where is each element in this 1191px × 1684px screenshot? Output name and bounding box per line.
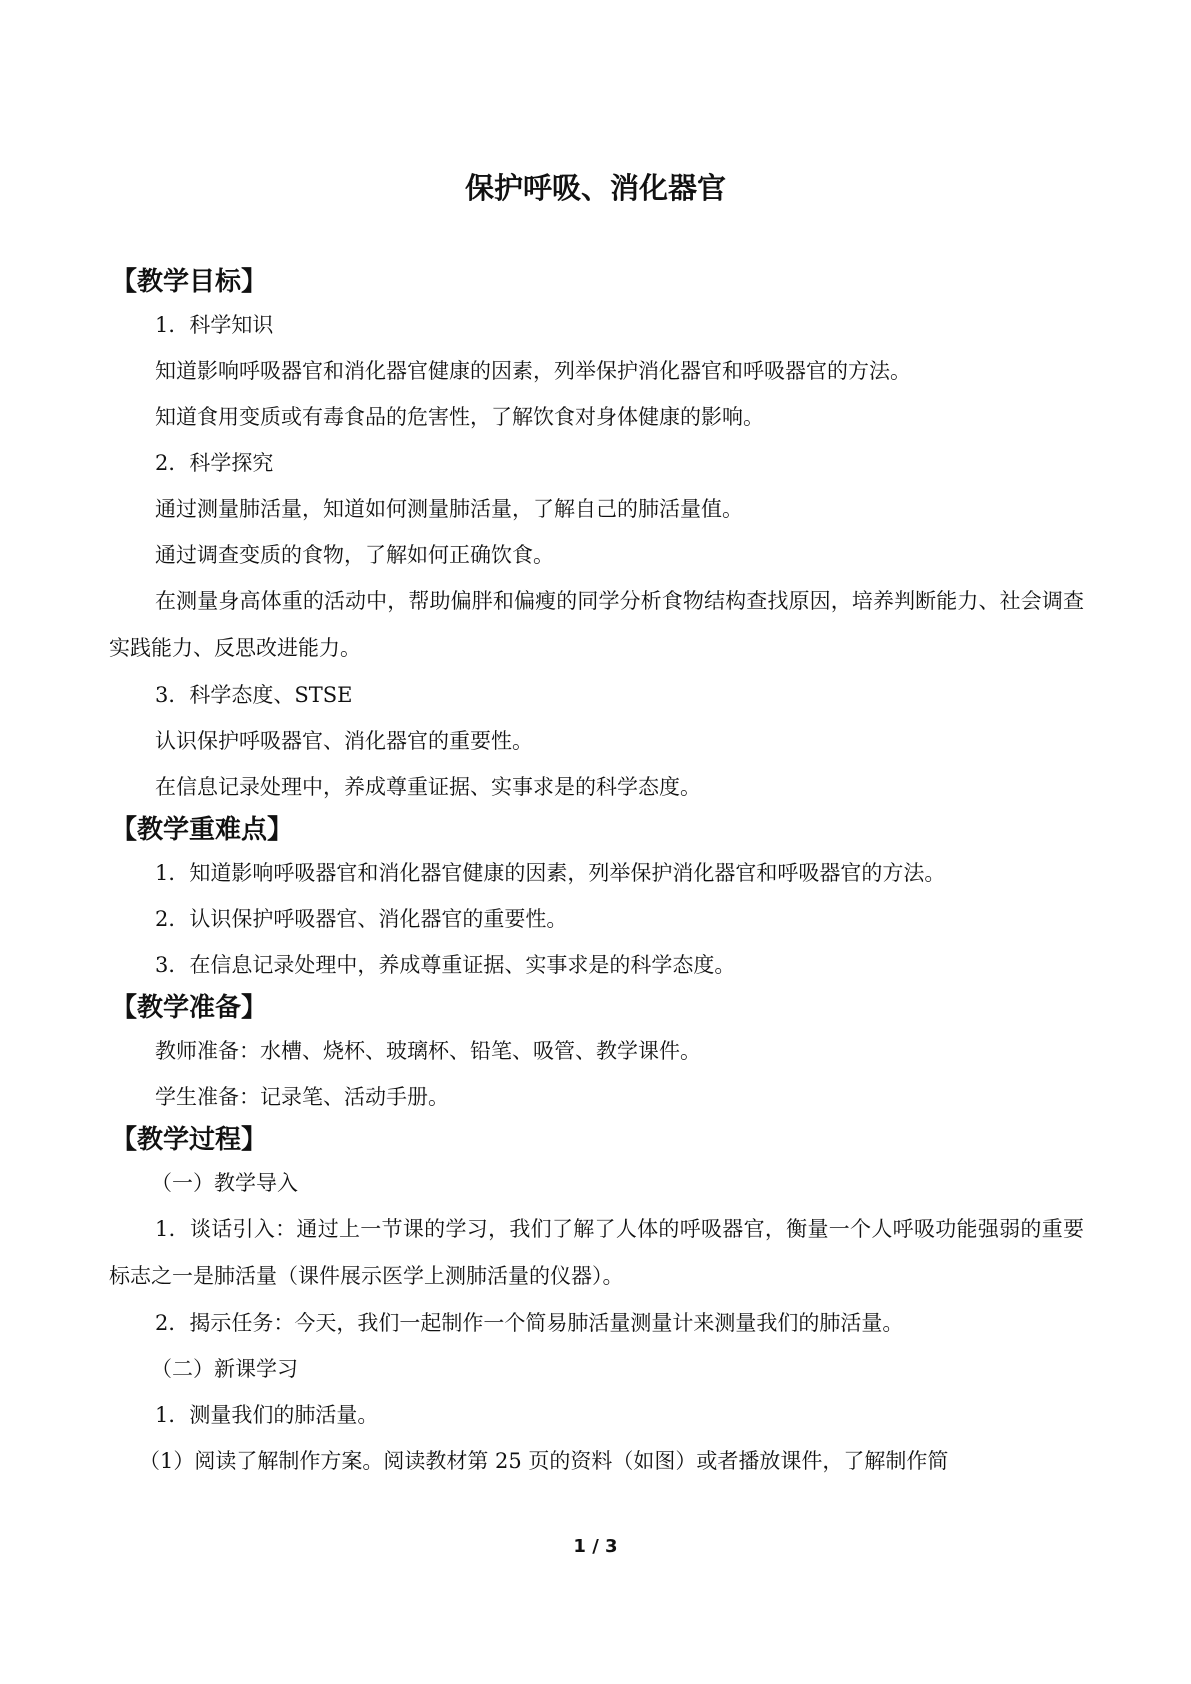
paragraph: 通过调查变质的食物，了解如何正确饮食。 xyxy=(155,543,554,567)
paragraph: 3．在信息记录处理中，养成尊重证据、实事求是的科学态度。 xyxy=(155,953,736,977)
paragraph: 在信息记录处理中，养成尊重证据、实事求是的科学态度。 xyxy=(155,775,701,799)
paragraph: 认识保护呼吸器官、消化器官的重要性。 xyxy=(155,729,533,753)
page-number: 1 / 3 xyxy=(573,1536,618,1557)
paragraph: 通过测量肺活量，知道如何测量肺活量，了解自己的肺活量值。 xyxy=(155,497,743,521)
paragraph: 1．谈话引入：通过上一节课的学习，我们了解了人体的呼吸器官，衡量一个人呼吸功能强弱的重要标志之一是肺活量（课件展示医学上测肺活量的仪器）。 xyxy=(109,1217,1084,1288)
paragraph: （1）阅读了解制作方案。阅读教材第 25 页的资料（如图）或者播放课件，了解制作简 xyxy=(139,1449,949,1473)
paragraph: （二）新课学习 xyxy=(151,1357,298,1381)
paragraph: 1．科学知识 xyxy=(155,313,274,337)
paragraph: 2．认识保护呼吸器官、消化器官的重要性。 xyxy=(155,907,568,931)
paragraph: 在测量身高体重的活动中，帮助偏胖和偏瘦的同学分析食物结构查找原因，培养判断能力、社会调查实践能力、反思改进能力。 xyxy=(109,589,1084,660)
paragraph: 1．测量我们的肺活量。 xyxy=(155,1403,379,1427)
paragraph: 3．科学态度、STSE xyxy=(155,683,353,707)
paragraph: （一）教学导入 xyxy=(151,1171,298,1195)
page-title: 保护呼吸、消化器官 xyxy=(464,171,726,205)
section-heading-process: 【教学过程】 xyxy=(111,1125,268,1155)
paragraph: 知道食用变质或有毒食品的危害性，了解饮食对身体健康的影响。 xyxy=(155,405,764,429)
section-heading-key-points: 【教学重难点】 xyxy=(111,815,294,845)
paragraph: 2．揭示任务：今天，我们一起制作一个简易肺活量测量计来测量我们的肺活量。 xyxy=(155,1311,904,1335)
paragraph: 2．科学探究 xyxy=(155,451,274,475)
section-heading-objectives: 【教学目标】 xyxy=(111,267,268,297)
paragraph: 学生准备：记录笔、活动手册。 xyxy=(155,1085,449,1109)
section-heading-preparation: 【教学准备】 xyxy=(111,993,268,1023)
document-body xyxy=(109,262,1084,1484)
paragraph: 知道影响呼吸器官和消化器官健康的因素，列举保护消化器官和呼吸器官的方法。 xyxy=(155,359,911,383)
paragraph: 教师准备：水槽、烧杯、玻璃杯、铅笔、吸管、教学课件。 xyxy=(155,1039,701,1063)
paragraph: 1．知道影响呼吸器官和消化器官健康的因素，列举保护消化器官和呼吸器官的方法。 xyxy=(155,861,946,885)
